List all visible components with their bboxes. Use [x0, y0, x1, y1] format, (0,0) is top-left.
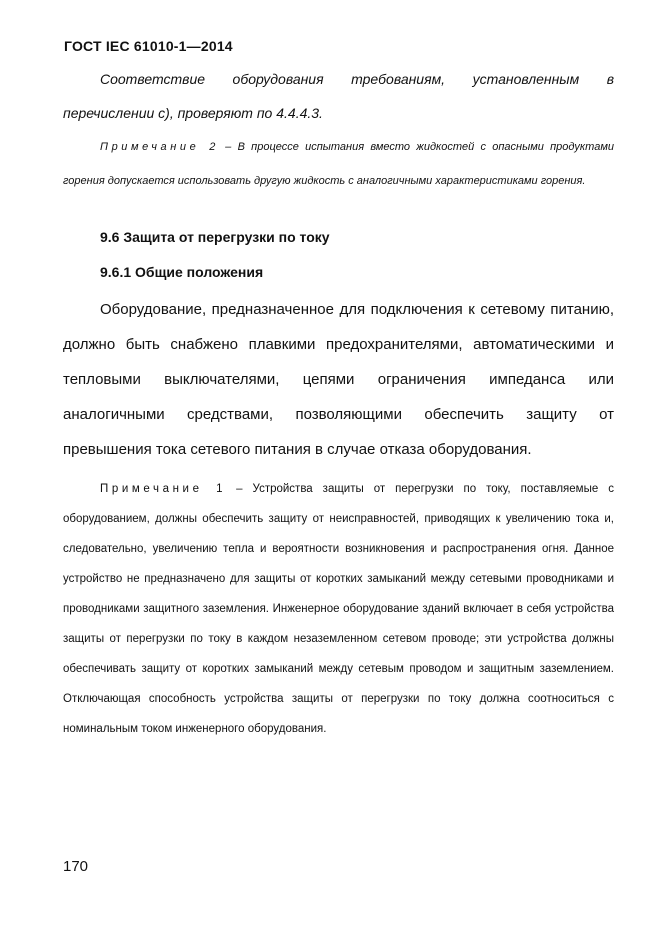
- document-header: ГОСТ IEC 61010-1—2014: [64, 38, 233, 54]
- compliance-paragraph: Соответствие оборудования требованиям, установленным в перечислении c), проверяют по 4.4.4.3.: [63, 71, 614, 121]
- note-1-text: Устройства защиты от перегрузки по току, поставляемые с оборудованием, должны обеспечить защиту от неисправностей, приводящих к увеличению тока и, следовательно, увеличению тепла и вероятности возникновения и распространения огня. Данное устройство не предназначено для защиты от коротких замыканий между сетевыми проводниками и проводниками защитного заземления. Инженерное оборудование зданий включает в себя устройства защиты от перегрузки по току в каждом незаземленном сетевом проводе; эти устройства должны обеспечивать защиту от коротких замыканий между сетевым проводом и защитным заземлением. Отключающая способность устройства защиты от перегрузки по току должна соотноситься с номинальным током инженерного оборудования.: [63, 483, 614, 735]
- page-number: 170: [63, 858, 89, 875]
- note-1-label: Примечание 1: [100, 483, 227, 495]
- note-1: [63, 474, 614, 744]
- main-paragraph: Оборудование, предназначенное для подключения к сетевому питанию, должно быть снабжено плавкими предохранителями, автоматическими и тепловыми выключателями, цепями ограничения импеданса или аналогичными средствами, позволяющими обеспечить защиту от превышения тока сетевого питания в случае отказа оборудования.: [63, 301, 614, 458]
- note-2-text: В процессе испытания вместо жидкостей с опасными продуктами горения допускается использовать другую жидкость с аналогичными характеристиками горения.: [63, 141, 614, 187]
- note-2-label: Примечание 2: [100, 141, 219, 153]
- section-heading: 9.6 Защита от перегрузки по току: [100, 229, 330, 245]
- note-2-dash: –: [218, 141, 238, 153]
- note-2: [63, 130, 614, 198]
- subsection-heading: 9.6.1 Общие положения: [100, 264, 264, 280]
- note-1-dash: –: [226, 483, 253, 495]
